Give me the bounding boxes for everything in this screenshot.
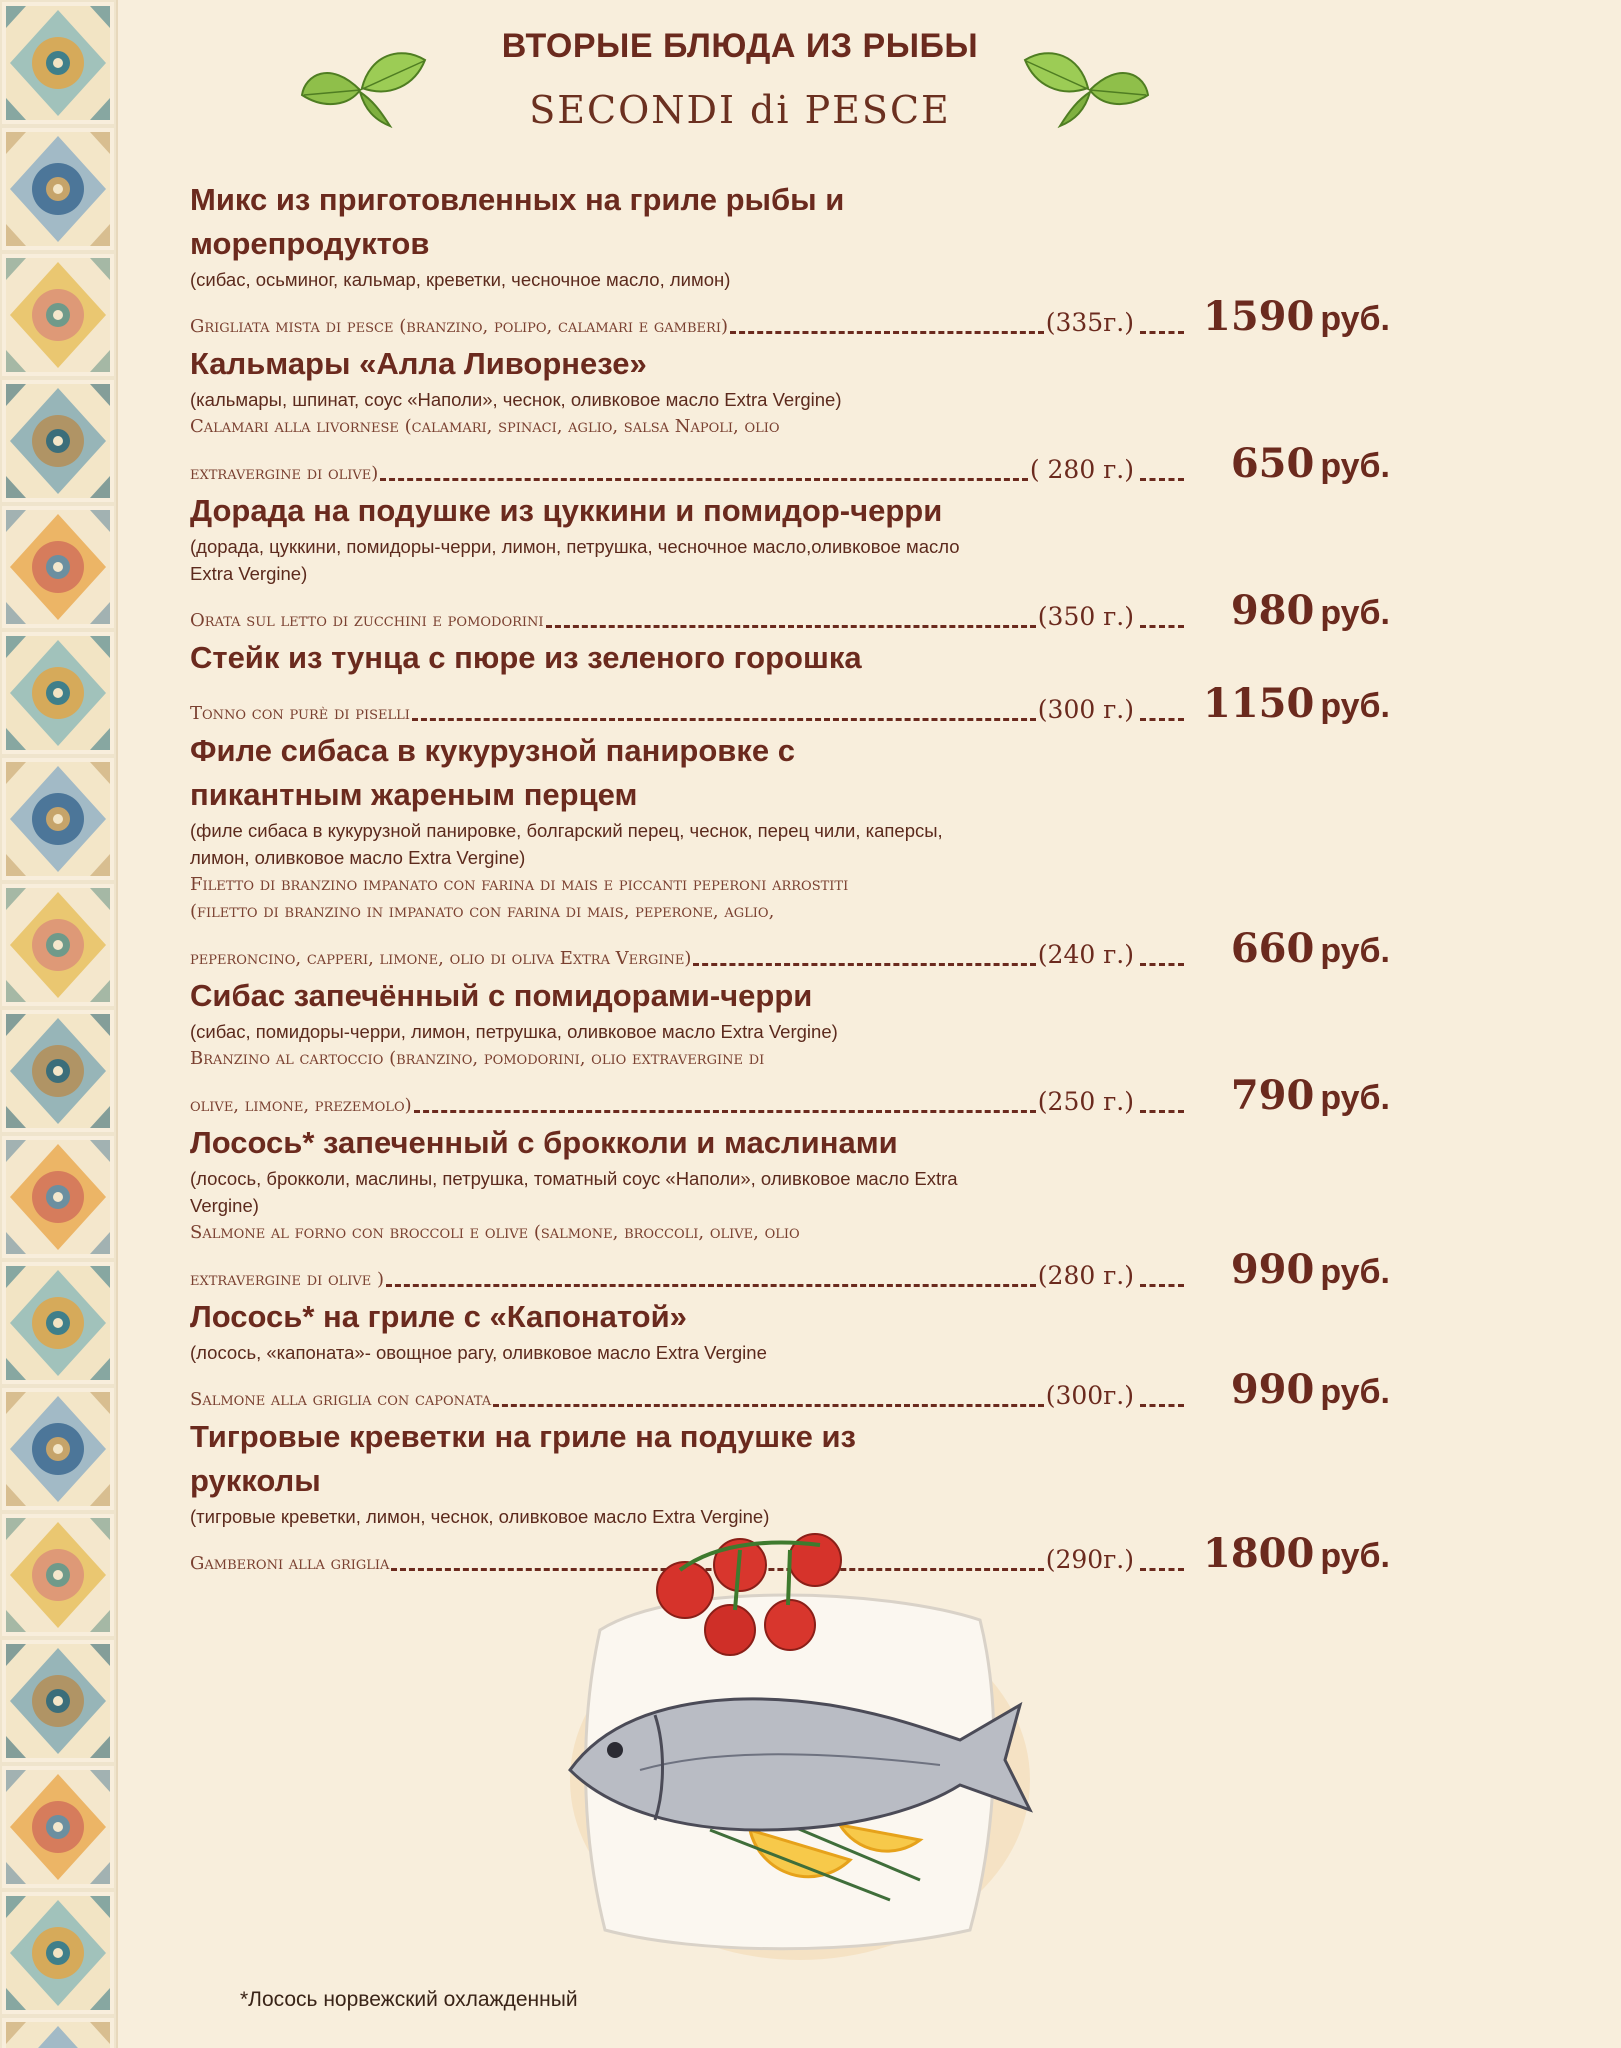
- price-currency: руб.: [1320, 594, 1390, 632]
- decorative-tile: [0, 1512, 116, 1638]
- section-title: ВТОРЫЕ БЛЮДА ИЗ РЫБЫ: [501, 27, 979, 65]
- decorative-tile-border: [0, 0, 118, 2048]
- footnote: *Лосось норвежский охлажденный: [240, 1988, 578, 2011]
- dotted-leader: [1140, 1284, 1184, 1287]
- basil-leaf-icon: [1020, 40, 1150, 130]
- dish-description: (сибас, осьминог, кальмар, креветки, чесночное масло, лимон): [190, 269, 731, 290]
- dish-description-italian: (filetto di branzino in impanato con farina di mais, peperone, aglio,: [190, 901, 775, 922]
- dish-price-line: [190, 1366, 1390, 1413]
- dotted-leader: [730, 331, 1044, 334]
- dish-italian-name: peperoncino, capperi, limone, olio di oliva Extra Vergine): [190, 948, 692, 969]
- dotted-leader: [1140, 1110, 1184, 1113]
- dish-price: [1190, 440, 1390, 487]
- dish-description: (дорада, цуккини, помидоры-черри, лимон, петрушка, чесночное масло,оливковое масло Extra Vergine): [190, 536, 960, 584]
- dotted-leader: [412, 718, 1036, 721]
- dish-price: [1190, 925, 1390, 972]
- decorative-tile: [0, 1008, 116, 1134]
- dish-price: [1190, 680, 1390, 727]
- price-value: 990: [1230, 1246, 1315, 1293]
- decorative-tile: [0, 1764, 116, 1890]
- dish-description: (кальмары, шпинат, соус «Наполи», чеснок, оливковое масло Extra Vergine): [190, 389, 842, 410]
- dotted-leader: [414, 1110, 1036, 1113]
- dish-price-line: [190, 587, 1390, 634]
- decorative-tile: [0, 1386, 116, 1512]
- dish-weight: (250 г.): [1037, 1087, 1134, 1116]
- price-value: 650: [1230, 440, 1315, 487]
- price-currency: руб.: [1320, 1537, 1390, 1575]
- dish-weight: (240 г.): [1037, 940, 1134, 969]
- dish-name: Тигровые креветки на гриле на подушке из рукколы: [190, 1419, 856, 1498]
- dish-description: (тигровые креветки, лимон, чеснок, оливковое масло Extra Vergine): [190, 1506, 770, 1527]
- dotted-leader: [1140, 478, 1184, 481]
- decorative-tile: [0, 630, 116, 756]
- decorative-tile: [0, 1638, 116, 1764]
- price-currency: руб.: [1320, 1253, 1390, 1291]
- decorative-tile: [0, 1890, 116, 2016]
- decorative-tile: [0, 378, 116, 504]
- dish-price-line: [190, 293, 1390, 340]
- dish-price-line: [190, 1246, 1390, 1293]
- dish-price-line: [190, 925, 1390, 972]
- dish-italian-name: olive, limone, prezemolo): [190, 1095, 412, 1116]
- decorative-tile: [0, 756, 116, 882]
- dish-italian-name: extravergine di olive ): [190, 1269, 385, 1290]
- dish-italian-name: Gamberoni alla griglia: [190, 1553, 390, 1574]
- dotted-leader: [546, 625, 1036, 628]
- decorative-tile: [0, 0, 116, 126]
- dish-name: Филе сибаса в кукурузной панировке с пикантным жареным перцем: [190, 733, 795, 812]
- dish-price: [1190, 587, 1390, 634]
- dish-item: [190, 974, 1390, 1119]
- dotted-leader: [386, 1284, 1036, 1287]
- dotted-leader: [380, 478, 1028, 481]
- price-currency: руб.: [1320, 300, 1390, 338]
- price-currency: руб.: [1320, 1079, 1390, 1117]
- dish-italian-name: Salmone alla griglia con caponata: [190, 1389, 492, 1410]
- price-currency: руб.: [1320, 1373, 1390, 1411]
- dish-description: (лосось, «капоната»- овощное рагу, оливковое масло Extra Vergine: [190, 1342, 767, 1363]
- dotted-leader: [1140, 1568, 1184, 1571]
- dish-description-italian: Salmone al forno con broccoli e olive (salmone, broccoli, olive, olio: [190, 1222, 800, 1243]
- price-currency: руб.: [1320, 447, 1390, 485]
- dish-weight: (290г.): [1045, 1545, 1134, 1574]
- dotted-leader: [1140, 331, 1184, 334]
- dish-weight: (335г.): [1045, 308, 1134, 337]
- dish-item: [190, 1295, 1390, 1413]
- dish-description: (филе сибаса в кукурузной панировке, болгарский перец, чеснок, перец чили, каперсы, лимон, оливковое масло Extra Vergine): [190, 820, 943, 868]
- price-currency: руб.: [1320, 687, 1390, 725]
- dish-description-italian: Branzino al cartoccio (branzino, pomodorini, olio extravergine di: [190, 1048, 765, 1069]
- price-value: 1150: [1202, 680, 1315, 727]
- dish-italian-name: extravergine di olive): [190, 463, 379, 484]
- dish-name: Дорада на подушке из цуккини и помидор-черри: [190, 493, 943, 528]
- dotted-leader: [1140, 1404, 1184, 1407]
- dish-price: [1190, 1530, 1390, 1577]
- fish-plate-illustration: [560, 1500, 1040, 1970]
- dish-name: Кальмары «Алла Ливорнезе»: [190, 346, 647, 381]
- dish-weight: (300 г.): [1037, 695, 1134, 724]
- price-value: 980: [1230, 587, 1315, 634]
- decorative-tile: [0, 126, 116, 252]
- dish-price: [1190, 293, 1390, 340]
- dotted-leader: [693, 963, 1035, 966]
- price-value: 660: [1230, 925, 1315, 972]
- price-currency: руб.: [1320, 932, 1390, 970]
- dish-item: [190, 636, 1390, 727]
- dish-name: Стейк из тунца с пюре из зеленого горошка: [190, 640, 862, 675]
- dish-price-line: [190, 440, 1390, 487]
- section-subtitle: SECONDI di PESCE: [529, 88, 951, 132]
- dish-price: [1190, 1072, 1390, 1119]
- dish-price: [1190, 1366, 1390, 1413]
- dish-name: Сибас запечённый с помидорами-черри: [190, 978, 813, 1013]
- dish-italian-name: Tonno con purè di piselli: [190, 703, 410, 724]
- dish-name: Лосось* запеченный с брокколи и маслинами: [190, 1125, 898, 1160]
- dotted-leader: [1140, 625, 1184, 628]
- dish-item: [190, 1121, 1390, 1293]
- dish-price: [1190, 1246, 1390, 1293]
- dish-italian-name: Orata sul letto di zucchini e pomodorini: [190, 610, 544, 631]
- decorative-tile: [0, 882, 116, 1008]
- dish-item: [190, 342, 1390, 487]
- dotted-leader: [493, 1404, 1044, 1407]
- dish-price-line: [190, 1072, 1390, 1119]
- dish-name: Лосось* на гриле с «Капонатой»: [190, 1299, 687, 1334]
- dish-description-italian: Filetto di branzino impanato con farina di mais e piccanti peperoni arrostiti: [190, 874, 849, 895]
- dish-italian-name: Grigliata mista di pesce (branzino, polipo, calamari e gamberi): [190, 316, 728, 337]
- dish-name: Микс из приготовленных на гриле рыбы и морепродуктов: [190, 182, 845, 261]
- dish-description: (лосось, брокколи, маслины, петрушка, томатный соус «Наполи», оливковое масло Extra Vergine): [190, 1168, 958, 1216]
- decorative-tile: [0, 252, 116, 378]
- dish-item: [190, 489, 1390, 634]
- price-value: 1590: [1202, 293, 1315, 340]
- dish-weight: (300г.): [1045, 1381, 1134, 1410]
- dish-weight: (350 г.): [1037, 602, 1134, 631]
- dish-item: [190, 178, 1390, 340]
- decorative-tile: [0, 2016, 116, 2048]
- dish-weight: (280 г.): [1037, 1261, 1134, 1290]
- dish-description-italian: Calamari alla livornese (calamari, spinaci, aglio, salsa Napoli, olio: [190, 416, 780, 437]
- dish-price-line: [190, 680, 1390, 727]
- dish-description: (сибас, помидоры-черри, лимон, петрушка, оливковое масло Extra Vergine): [190, 1021, 838, 1042]
- dish-item: [190, 729, 1390, 972]
- price-value: 1800: [1202, 1530, 1315, 1577]
- dish-weight: ( 280 г.): [1029, 455, 1134, 484]
- decorative-tile: [0, 1134, 116, 1260]
- price-value: 990: [1230, 1366, 1315, 1413]
- decorative-tile: [0, 504, 116, 630]
- price-value: 790: [1230, 1072, 1315, 1119]
- dotted-leader: [1140, 963, 1184, 966]
- decorative-tile: [0, 1260, 116, 1386]
- dotted-leader: [1140, 718, 1184, 721]
- dish-list: [190, 178, 1390, 1577]
- menu-header: [140, 0, 1340, 150]
